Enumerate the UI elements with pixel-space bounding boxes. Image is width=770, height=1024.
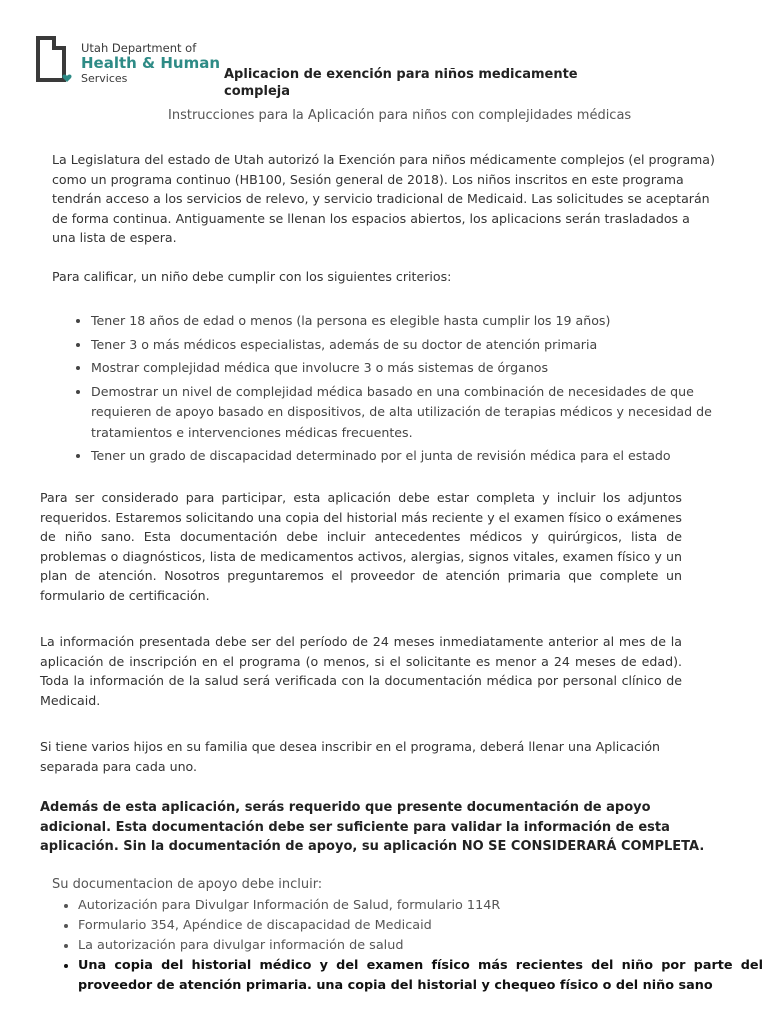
criteria-intro: Para calificar, un niño debe cumplir con los siguientes criterios: xyxy=(52,269,452,284)
docs-list xyxy=(50,896,763,996)
document-subtitle: Instrucciones para la Aplicación para niños con complejidades médicas xyxy=(168,108,632,123)
criteria-item: • Mostrar complejidad médica que involucre 3 o más sistemas de órganos xyxy=(91,358,716,379)
logo-text-line1: Utah Department of xyxy=(81,41,197,55)
criteria-item: • Tener un grado de discapacidad determinado por el junta de revisión médica para el estado xyxy=(91,446,716,467)
period-paragraph: La información presentada debe ser del período de 24 meses inmediatamente anterior al mes de la aplicación de inscripción en el programa (o menos, si el solicitante es menor a 24 meses de edad). Toda la información de la salud será verificada con la documentación médica por personal clínico de Medicaid. xyxy=(40,634,682,708)
criteria-item: • Demostrar un nivel de complejidad médica basado en una combinación de necesidades de que requieren de apoyo basado en dispositivos, de alta utilización de terapias médicos y necesidad de tratamientos e intervenciones médicas frecuentes. xyxy=(91,382,716,444)
utah-dhhs-logo xyxy=(34,34,224,86)
bold-notice: Además de esta aplicación, serás requerido que presente documentación de apoyo adicional. Esta documentación debe ser suficiente para validar la información de esta aplicación. Sin la documentación de apoyo, su aplicación NO SE CONSIDERARÁ COMPLETA. xyxy=(40,800,705,854)
docs-item: • Formulario 354, Apéndice de discapacidad de Medicaid xyxy=(78,916,763,936)
docs-item: • La autorización para divulgar información de salud xyxy=(78,936,763,956)
document-title: Aplicacion de exención para niños medicamente compleja xyxy=(224,67,578,99)
logo-text-line3: Services xyxy=(81,72,128,85)
logo-text-line2: Health & Human xyxy=(81,54,221,72)
criteria-item: • Tener 18 años de edad o menos (la persona es elegible hasta cumplir los 19 años) xyxy=(91,311,716,332)
criteria-list xyxy=(62,311,716,470)
docs-heading: Su documentacion de apoyo debe incluir: xyxy=(52,877,323,892)
docs-item: • Una copia del historial médico y del examen físico más recientes del niño por parte del proveedor de atención primaria. una copia del historial y chequeo físico o del niño sano xyxy=(78,956,763,996)
utah-state-outline-icon xyxy=(34,34,78,86)
criteria-item: • Tener 3 o más médicos especialistas, además de su doctor de atención primaria xyxy=(91,335,716,356)
participation-paragraph: Para ser considerado para participar, esta aplicación debe estar completa y incluir los adjuntos requeridos. Estaremos solicitando una copia del historial más reciente y el examen físico o exámenes de niño sano. Esta documentación debe incluir antecedentes médicos y quirúrgicos, lista de problemas o diagnósticos, lista de medicamentos activos, alergias, signos vitales, examen físico y un plan de atención. Nosotros preguntaremos el proveedor de atención primaria que complete un formulario de certificación. xyxy=(40,490,682,603)
children-paragraph: Si tiene varios hijos en su familia que desea inscribir en el programa, deberá llenar una Aplicación separada para cada uno. xyxy=(40,739,661,774)
intro-paragraph: La Legislatura del estado de Utah autorizó la Exención para niños médicamente complejos (el programa) como un programa continuo (HB100, Sesión general de 2018). Los niños inscritos en este programa tendrán acceso a los servicios de relevo, y servicio tradicional de Medicaid. Las solicitudes se aceptarán de forma continua. Antiguamente se llenan los espacios abiertos, los aplicacions serán trasladados a una lista de espera. xyxy=(52,152,715,245)
docs-item: • Autorización para Divulgar Información de Salud, formulario 114R xyxy=(78,896,763,916)
